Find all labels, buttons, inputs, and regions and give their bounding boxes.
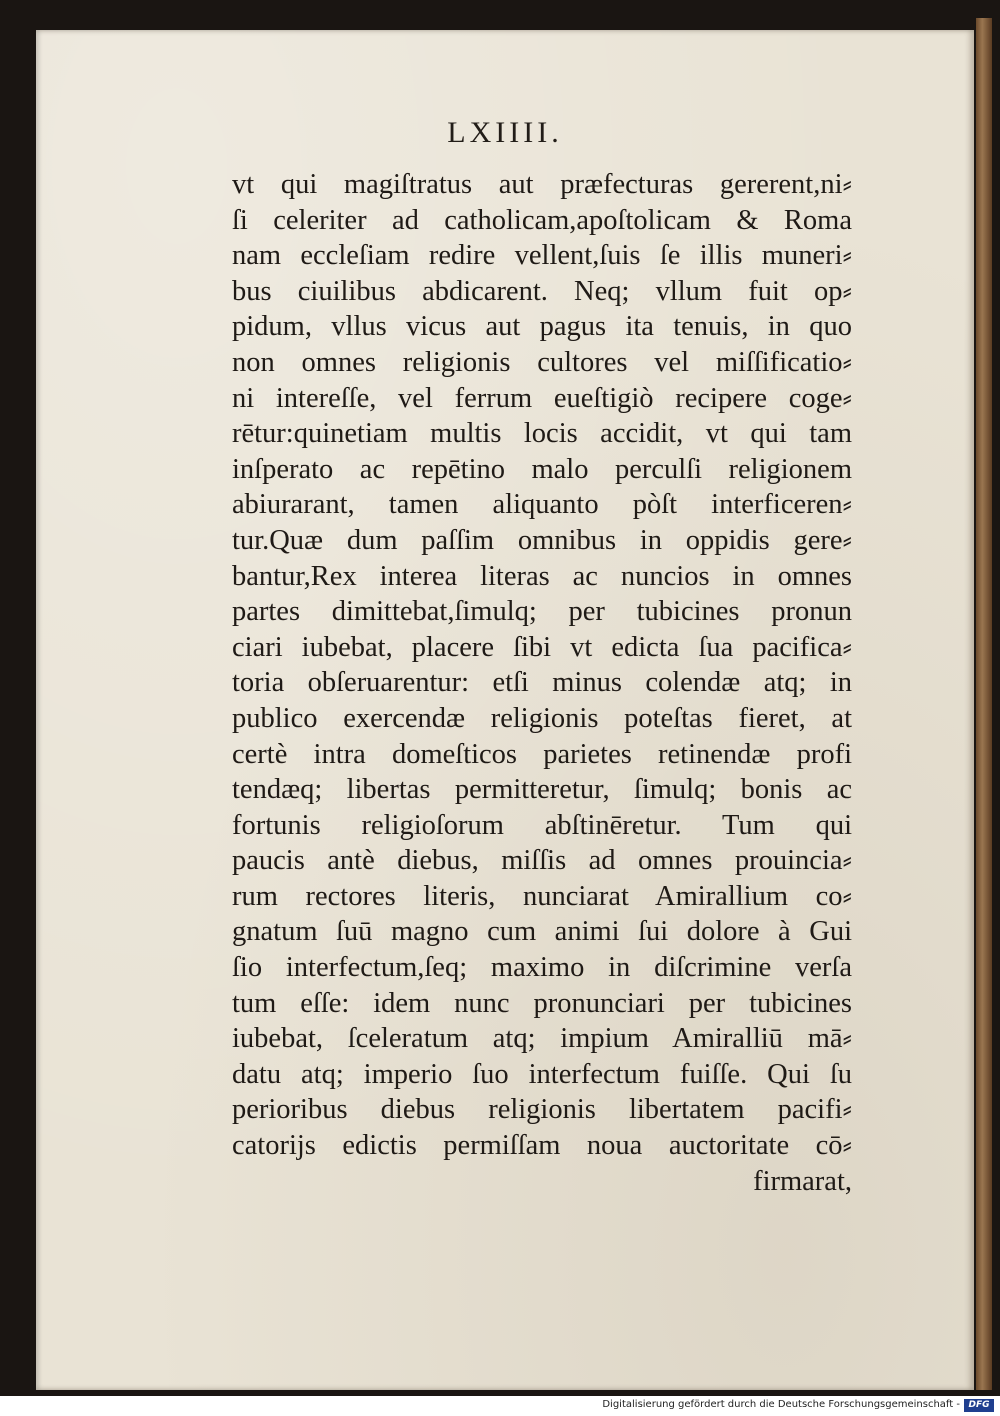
text-line: partes dimittebat,ſimulq; per tubicines pronun — [232, 596, 852, 628]
text-line: paucis antè diebus, miſſis ad omnes prouincia⸗ — [232, 845, 852, 877]
text-line: bus ciuilibus abdicarent. Neq; vllum fuit op⸗ — [232, 275, 852, 307]
text-line: perioribus diebus religionis libertatem pacifi⸗ — [232, 1094, 852, 1126]
text-line: abiurarant, tamen aliquanto pòſt interficeren⸗ — [232, 489, 852, 521]
text-line: non omnes religionis cultores vel miſſificatio⸗ — [232, 346, 852, 378]
text-line: datu atq; imperio ſuo interfectum fuiſſe. Qui ſu — [232, 1058, 852, 1090]
text-line: gnatum ſuū magno cum animi ſui dolore à Gui — [232, 916, 852, 948]
text-line: certè intra domeſticos parietes retinendæ profi — [232, 738, 852, 770]
text-line: toria obſeruarentur: etſi minus colendæ atq; in — [232, 667, 852, 699]
text-line: bantur,Rex interea literas ac nuncios in omnes — [232, 560, 852, 592]
text-line: ſio interfectum,ſeq; maximo in diſcrimine verſa — [232, 952, 852, 984]
book-page — [36, 30, 974, 1390]
text-line: nam eccleſiam redire vellent,ſuis ſe illis muneri⸗ — [232, 240, 852, 272]
text-line: tur.Quæ dum paſſim omnibus in oppidis gere⸗ — [232, 524, 852, 556]
text-line: firmarat, — [753, 1165, 852, 1197]
text-line: fortunis religioſorum abſtinēretur. Tum qui — [232, 809, 852, 841]
digitization-credit: Digitalisierung gefördert durch die Deutsche Forschungsgemeinschaft - — [602, 1399, 960, 1410]
text-line: iubebat, ſceleratum atq; impium Amiralliū mā⸗ — [232, 1023, 852, 1055]
text-line: tendæq; libertas permitteretur, ſimulq; bonis ac — [232, 774, 852, 806]
text-line: ni intereſſe, vel ferrum eueſtigiò recipere coge⸗ — [232, 382, 852, 414]
text-line: inſperato ac repētino malo perculſi religionem — [232, 453, 852, 485]
text-line: rum rectores literis, nunciarat Amirallium co⸗ — [232, 880, 852, 912]
text-line: pidum, vllus vicus aut pagus ita tenuis, in quo — [232, 311, 852, 343]
text-line: rētur:quinetiam multis locis accidit, vt qui tam — [232, 418, 852, 450]
text-line: tum eſſe: idem nunc pronunciari per tubicines — [232, 987, 852, 1019]
text-line: publico exercendæ religionis poteſtas fieret, at — [232, 702, 852, 734]
text-line: catorijs edictis permiſſam noua auctoritate cō⸗ — [232, 1130, 852, 1162]
footer — [0, 1396, 1000, 1416]
text-line: vt qui magiſtratus aut præfecturas gererent,ni⸗ — [232, 169, 852, 200]
dfg-logo: DFG — [964, 1399, 994, 1412]
page-number: LXIIII. — [447, 116, 563, 149]
text-line: ſi celeriter ad catholicam,apoſtolicam & Roma — [232, 204, 852, 236]
body-text — [232, 167, 852, 1199]
book-edge — [976, 18, 992, 1390]
text-line: ciari iubebat, placere ſibi vt edicta ſua pacifica⸗ — [232, 631, 852, 663]
